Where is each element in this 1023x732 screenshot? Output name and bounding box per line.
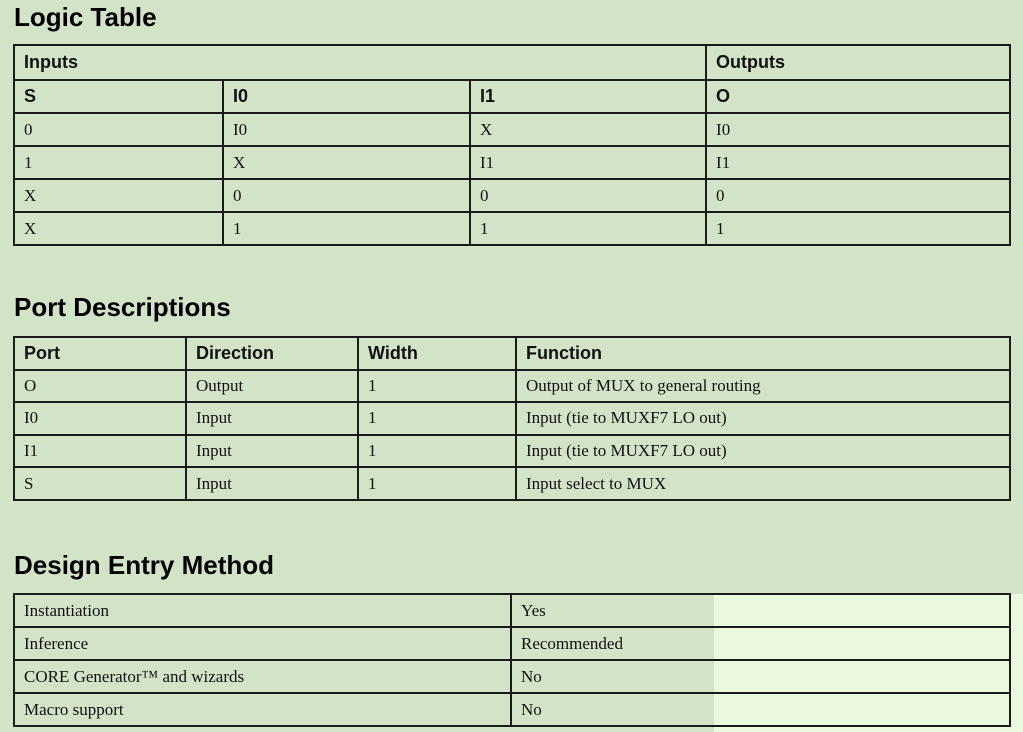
logic-group-header-row (14, 45, 1010, 80)
port-descriptions-table (13, 336, 1011, 501)
table-row (14, 435, 1010, 468)
table-cell: X (223, 146, 470, 179)
table-row (14, 693, 1010, 726)
table-cell: 0 (223, 179, 470, 212)
table-cell: Yes (511, 594, 1010, 627)
column-header: I0 (223, 80, 470, 113)
table-cell: 0 (706, 179, 1010, 212)
table-cell: Input select to MUX (516, 467, 1010, 500)
table-cell: Input (186, 402, 358, 435)
table-cell: CORE Generator™ and wizards (14, 660, 511, 693)
table-cell: I1 (706, 146, 1010, 179)
table-row (14, 627, 1010, 660)
table-cell: X (14, 212, 223, 245)
column-header: Width (358, 337, 516, 370)
table-row (14, 370, 1010, 403)
table-cell: I0 (223, 113, 470, 146)
table-cell: 1 (358, 370, 516, 403)
table-cell: S (14, 467, 186, 500)
table-row (14, 113, 1010, 146)
table-cell: 1 (223, 212, 470, 245)
table-cell: I0 (14, 402, 186, 435)
table-cell: I1 (470, 146, 706, 179)
table-cell: Input (186, 435, 358, 468)
table-cell: Input (tie to MUXF7 LO out) (516, 402, 1010, 435)
column-header: S (14, 80, 223, 113)
logic-table-title: Logic Table (14, 2, 157, 32)
table-cell: Macro support (14, 693, 511, 726)
table-cell: 1 (14, 146, 223, 179)
port-descriptions-title: Port Descriptions (14, 292, 231, 322)
table-row (14, 467, 1010, 500)
column-header: Direction (186, 337, 358, 370)
table-cell: 1 (706, 212, 1010, 245)
column-header: O (706, 80, 1010, 113)
table-cell: 0 (14, 113, 223, 146)
design-entry-table (13, 593, 1011, 727)
table-cell: Instantiation (14, 594, 511, 627)
table-cell: I1 (14, 435, 186, 468)
outputs-group-header: Outputs (706, 45, 1010, 80)
table-cell: No (511, 660, 1010, 693)
logic-column-header-row (14, 80, 1010, 113)
table-cell: 0 (470, 179, 706, 212)
table-row (14, 179, 1010, 212)
table-cell: Recommended (511, 627, 1010, 660)
table-cell: Output (186, 370, 358, 403)
table-row (14, 402, 1010, 435)
table-row (14, 212, 1010, 245)
column-header: Port (14, 337, 186, 370)
design-entry-title: Design Entry Method (14, 550, 275, 580)
table-cell: Inference (14, 627, 511, 660)
table-cell: O (14, 370, 186, 403)
column-header: I1 (470, 80, 706, 113)
table-row (14, 594, 1010, 627)
table-cell: 1 (470, 212, 706, 245)
table-cell: 1 (358, 467, 516, 500)
inputs-group-header: Inputs (14, 45, 706, 80)
table-row (14, 660, 1010, 693)
table-row (14, 146, 1010, 179)
column-header: Function (516, 337, 1010, 370)
table-cell: Input (tie to MUXF7 LO out) (516, 435, 1010, 468)
table-cell: X (470, 113, 706, 146)
table-cell: I0 (706, 113, 1010, 146)
table-cell: 1 (358, 402, 516, 435)
table-cell: Output of MUX to general routing (516, 370, 1010, 403)
table-cell: Input (186, 467, 358, 500)
table-cell: X (14, 179, 223, 212)
table-cell: 1 (358, 435, 516, 468)
table-cell: No (511, 693, 1010, 726)
logic-table (13, 44, 1011, 246)
port-column-header-row (14, 337, 1010, 370)
